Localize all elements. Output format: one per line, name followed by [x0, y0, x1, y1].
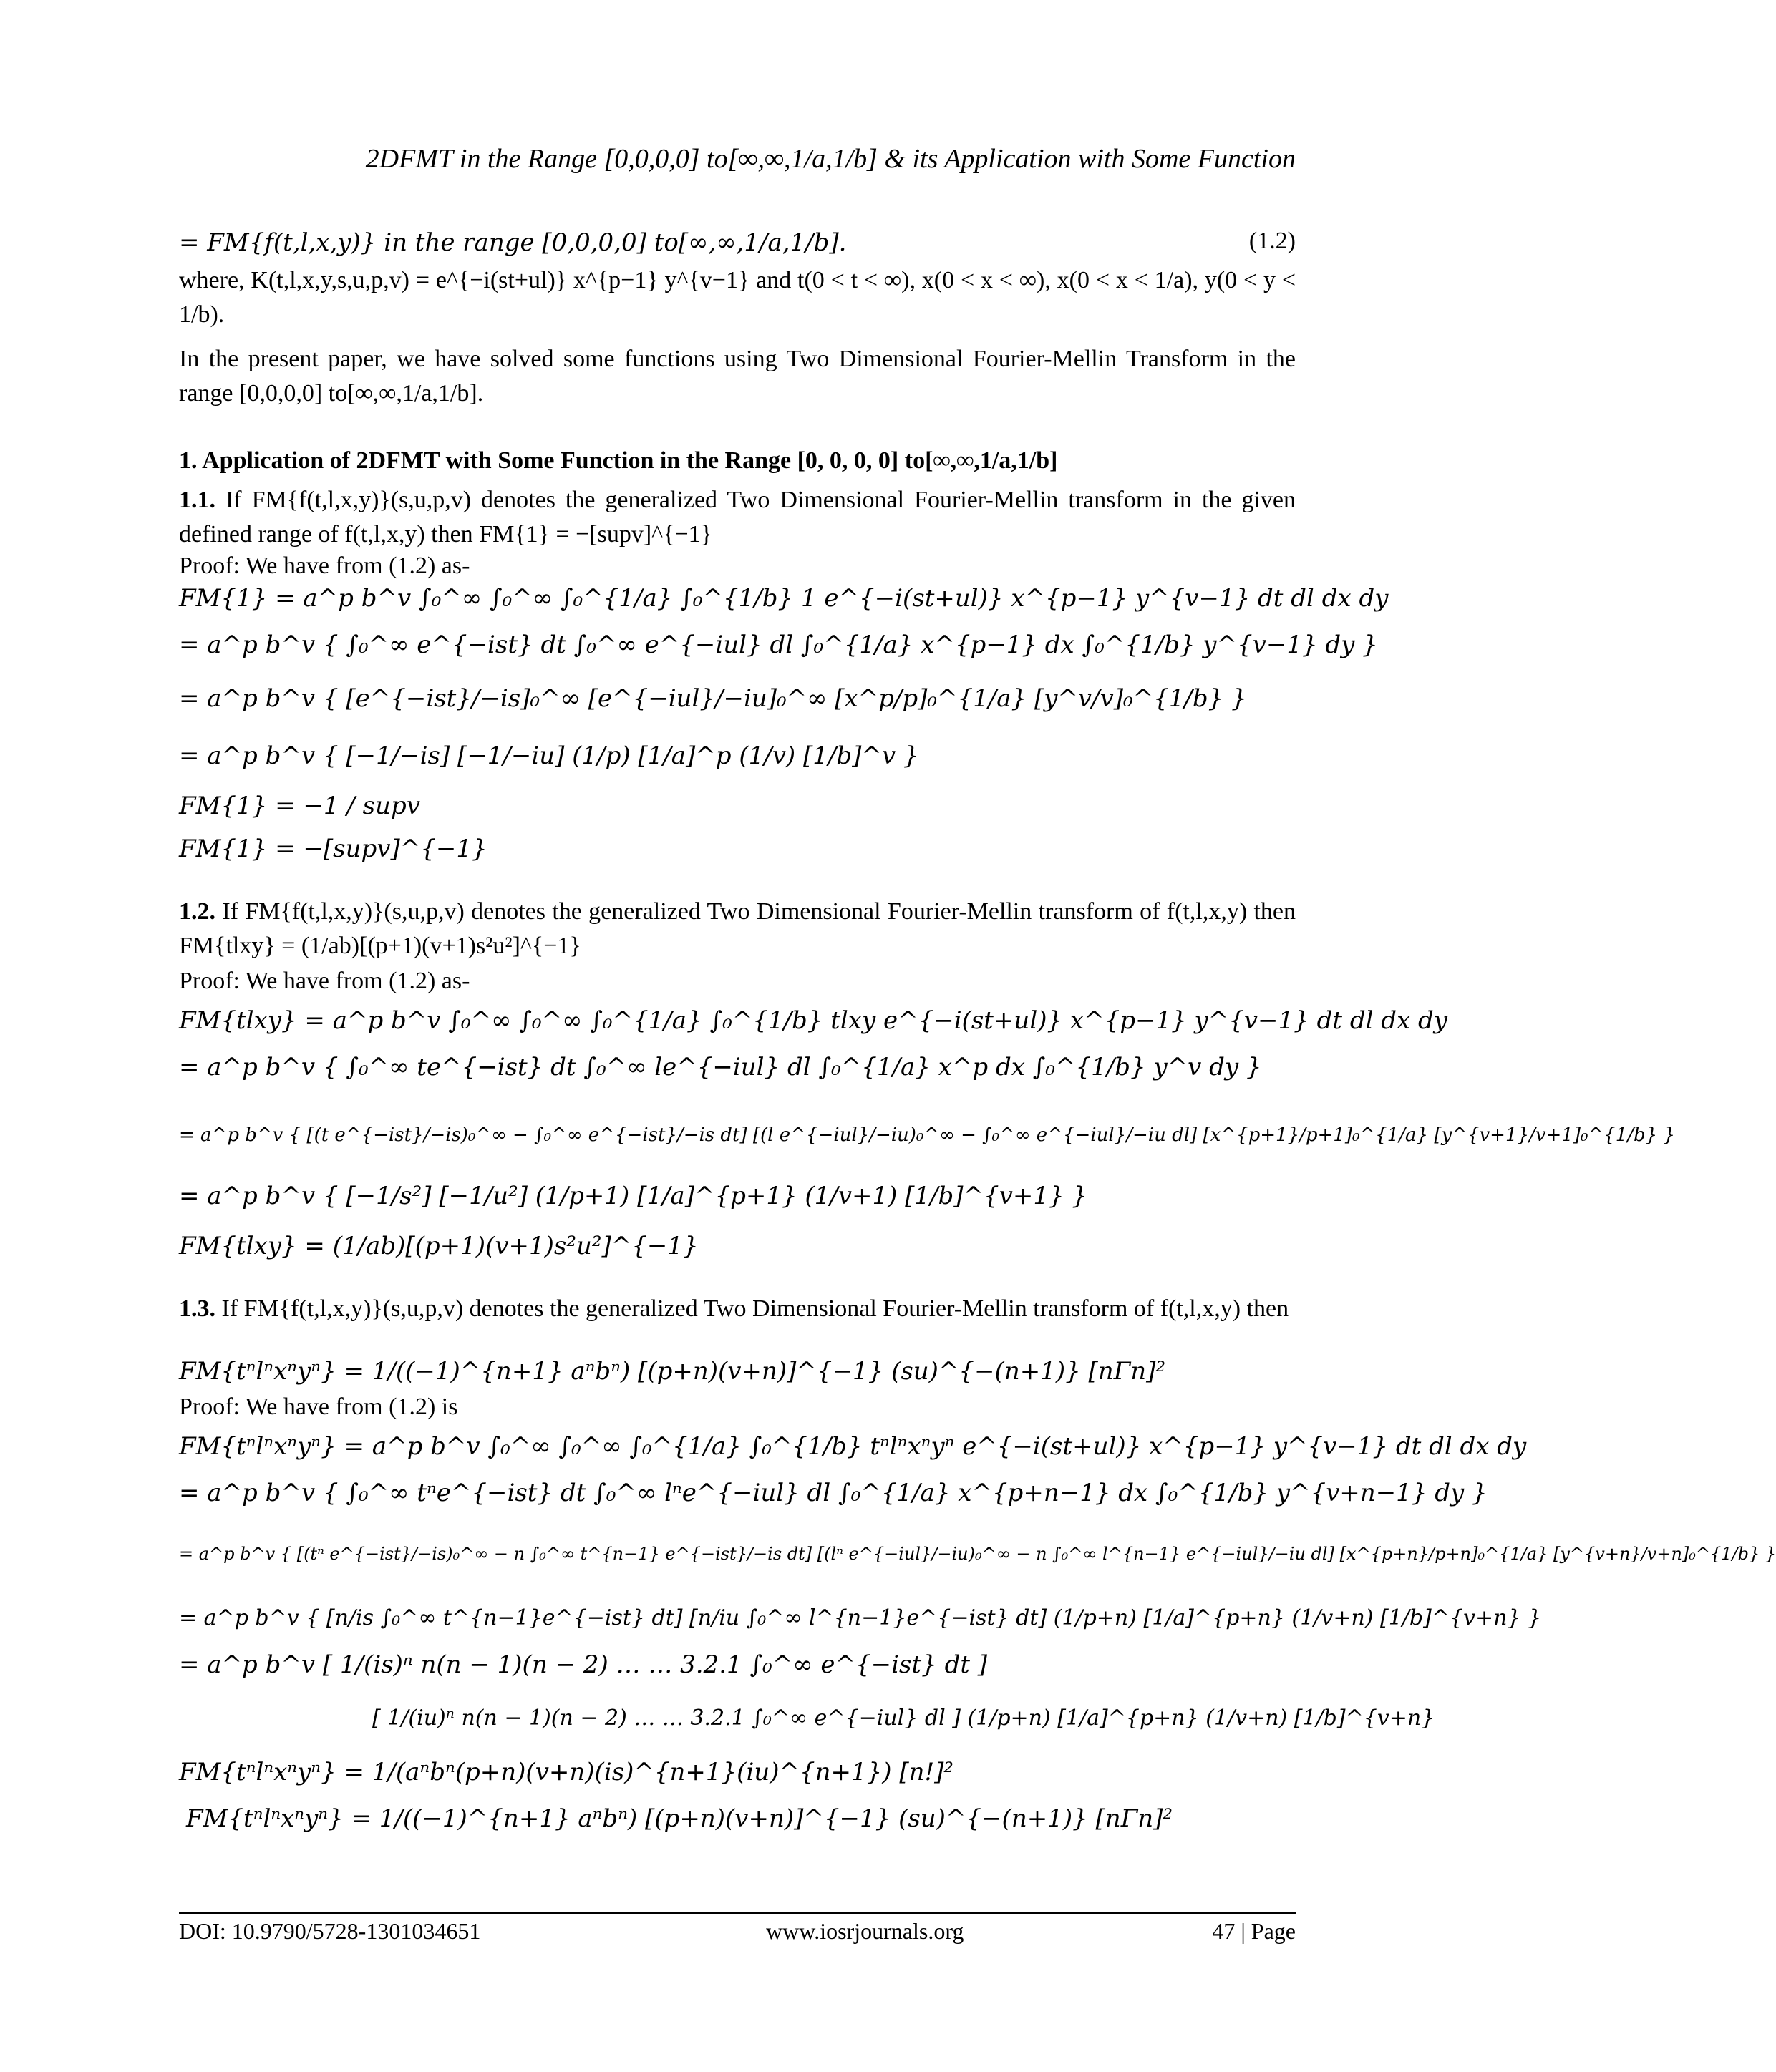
theorem-1-3 — [179, 1292, 1296, 1326]
theorem-statement: If FM{f(t,l,x,y)}(s,u,p,v) denotes the generalized Two Dimensional Fourier-Mellin transform of f(t,l,x,y) then FM{tlxy} = (1/ab)[(p+1)(v+1)s²u²]^{−1} — [179, 898, 1296, 959]
eq-line: = a^p b^v { [n/is ∫₀^∞ t^{n−1}e^{−ist} dt] [n/iu ∫₀^∞ l^{n−1}e^{−ist} dt] (1/p+n) [1/a]^{p+n} (1/v+n) [1/b]^{v+n} } — [179, 1605, 1542, 1630]
theorem-statement: If FM{f(t,l,x,y)}(s,u,p,v) denotes the generalized Two Dimensional Fourier-Mellin transform of f(t,l,x,y) then — [221, 1295, 1289, 1322]
where-definition: where, K(t,l,x,y,s,u,p,v) = e^{−i(st+ul)} x^{p−1} y^{v−1} and t(0 < t < ∞), x(0 < x < ∞), x(0 < x < 1/a), y(0 < y < 1/b). — [179, 267, 1296, 328]
theorem-statement: If FM{f(t,l,x,y)}(s,u,p,v) denotes the generalized Two Dimensional Fourier-Mellin transform in the given defined range of f(t,l,x,y) then FM{1} = −[supv]^{−1} — [179, 487, 1296, 548]
footer-rule — [179, 1912, 1296, 1914]
running-head: 2DFMT in the Range [0,0,0,0] to[∞,∞,1/a,1/b] & its Application with Some Function — [365, 144, 1296, 174]
eq-line: = a^p b^v { ∫₀^∞ te^{−ist} dt ∫₀^∞ le^{−iul} dl ∫₀^{1/a} x^p dx ∫₀^{1/b} y^v dy } — [179, 1053, 1262, 1081]
eq-line: = a^p b^v { [−1/s²] [−1/u²] (1/p+1) [1/a]^{p+1} (1/v+1) [1/b]^{v+1} } — [179, 1182, 1088, 1210]
eq-line: FM{tⁿlⁿxⁿyⁿ} = 1/(aⁿbⁿ(p+n)(v+n)(is)^{n+1}(iu)^{n+1}) [n!]² — [179, 1758, 954, 1786]
eq-line: = a^p b^v { [(t e^{−ist}/−is)₀^∞ − ∫₀^∞ e^{−ist}/−is dt] [(l e^{−iul}/−iu)₀^∞ − ∫₀^∞ e^{−iul}/−iu dl] [x^{p+1}/p+1]₀^{1/a} [y^{v+1}/v+1]₀^{1/b} } — [179, 1124, 1676, 1146]
proof-label: Proof: We have from (1.2) as- — [179, 968, 470, 994]
eq-line: FM{1} = a^p b^v ∫₀^∞ ∫₀^∞ ∫₀^{1/a} ∫₀^{1/b} 1 e^{−i(st+ul)} x^{p−1} y^{v−1} dt dl dx dy — [179, 584, 1389, 613]
eq-line: = a^p b^v { ∫₀^∞ tⁿe^{−ist} dt ∫₀^∞ lⁿe^{−iul} dl ∫₀^{1/a} x^{p+n−1} dx ∫₀^{1/b} y^{v+n−1} dy } — [179, 1479, 1488, 1507]
eq-line: FM{tⁿlⁿxⁿyⁿ} = 1/((−1)^{n+1} aⁿbⁿ) [(p+n)(v+n)]^{−1} (su)^{−(n+1)} [nΓn]² — [179, 1357, 1166, 1386]
theorem-label: 1.2. — [179, 898, 215, 925]
theorem-1-1 — [179, 483, 1296, 552]
eq-line: FM{tlxy} = (1/ab)[(p+1)(v+1)s²u²]^{−1} — [179, 1232, 699, 1260]
theorem-label: 1.1. — [179, 487, 215, 513]
eq-line: FM{tⁿlⁿxⁿyⁿ} = a^p b^v ∫₀^∞ ∫₀^∞ ∫₀^{1/a} ∫₀^{1/b} tⁿlⁿxⁿyⁿ e^{−i(st+ul)} x^{p−1} y^{v−1} dt dl dx dy — [179, 1432, 1527, 1461]
section-heading: 1. Application of 2DFMT with Some Function in the Range [0, 0, 0, 0] to[∞,∞,1/a,1/b] — [179, 447, 1058, 474]
present-paper-paragraph: In the present paper, we have solved some functions using Two Dimensional Fourier-Mellin Transform in the range [0,0,0,0] to[∞,∞,1/a,1/b]. — [179, 346, 1296, 407]
theorem-1-2 — [179, 895, 1296, 963]
theorem-label: 1.3. — [179, 1295, 215, 1322]
eq-line: FM{1} = −1 / supv — [179, 792, 420, 820]
eq-line: = a^p b^v { [(tⁿ e^{−ist}/−is)₀^∞ − n ∫₀^∞ t^{n−1} e^{−ist}/−is dt] [(lⁿ e^{−iul}/−iu)₀^∞ − n ∫₀^∞ l^{n−1} e^{−iul}/−iu dl] [x^{p+n}/p+n]₀^{1/a} [y^{v+n}/v+n]₀^{1/b} } — [179, 1544, 1776, 1564]
eq-1-2-line: = FM{f(t,l,x,y)} in the range [0,0,0,0] to[∞,∞,1/a,1/b]. — [179, 228, 847, 257]
eq-line: FM{tⁿlⁿxⁿyⁿ} = 1/((−1)^{n+1} aⁿbⁿ) [(p+n)(v+n)]^{−1} (su)^{−(n+1)} [nΓn]² — [186, 1804, 1173, 1833]
proof-label: Proof: We have from (1.2) is — [179, 1394, 458, 1420]
eq-line: = a^p b^v { ∫₀^∞ e^{−ist} dt ∫₀^∞ e^{−iul} dl ∫₀^{1/a} x^{p−1} dx ∫₀^{1/b} y^{v−1} dy } — [179, 631, 1378, 659]
footer-page: 47 | Page — [1212, 1918, 1296, 1944]
eq-line: = a^p b^v [ 1/(is)ⁿ n(n − 1)(n − 2) … … 3.2.1 ∫₀^∞ e^{−ist} dt ] — [179, 1650, 988, 1679]
eq-line: FM{1} = −[supv]^{−1} — [179, 835, 487, 863]
footer-site: www.iosrjournals.org — [766, 1918, 964, 1944]
eq-line: = a^p b^v { [e^{−ist}/−is]₀^∞ [e^{−iul}/−iu]₀^∞ [x^p/p]₀^{1/a} [y^v/v]₀^{1/b} } — [179, 684, 1247, 713]
eq-line: FM{tlxy} = a^p b^v ∫₀^∞ ∫₀^∞ ∫₀^{1/a} ∫₀^{1/b} tlxy e^{−i(st+ul)} x^{p−1} y^{v−1} dt dl dx dy — [179, 1006, 1448, 1035]
eq-line: [ 1/(iu)ⁿ n(n − 1)(n − 2) … … 3.2.1 ∫₀^∞ e^{−iul} dl ] (1/p+n) [1/a]^{p+n} (1/v+n) [1/b]^{v+n} — [372, 1706, 1435, 1731]
footer-doi: DOI: 10.9790/5728-1301034651 — [179, 1918, 481, 1944]
eq-1-2-number: (1.2) — [1248, 228, 1296, 254]
proof-label: Proof: We have from (1.2) as- — [179, 553, 470, 579]
eq-line: = a^p b^v { [−1/−is] [−1/−iu] (1/p) [1/a]^p (1/v) [1/b]^v } — [179, 741, 919, 770]
